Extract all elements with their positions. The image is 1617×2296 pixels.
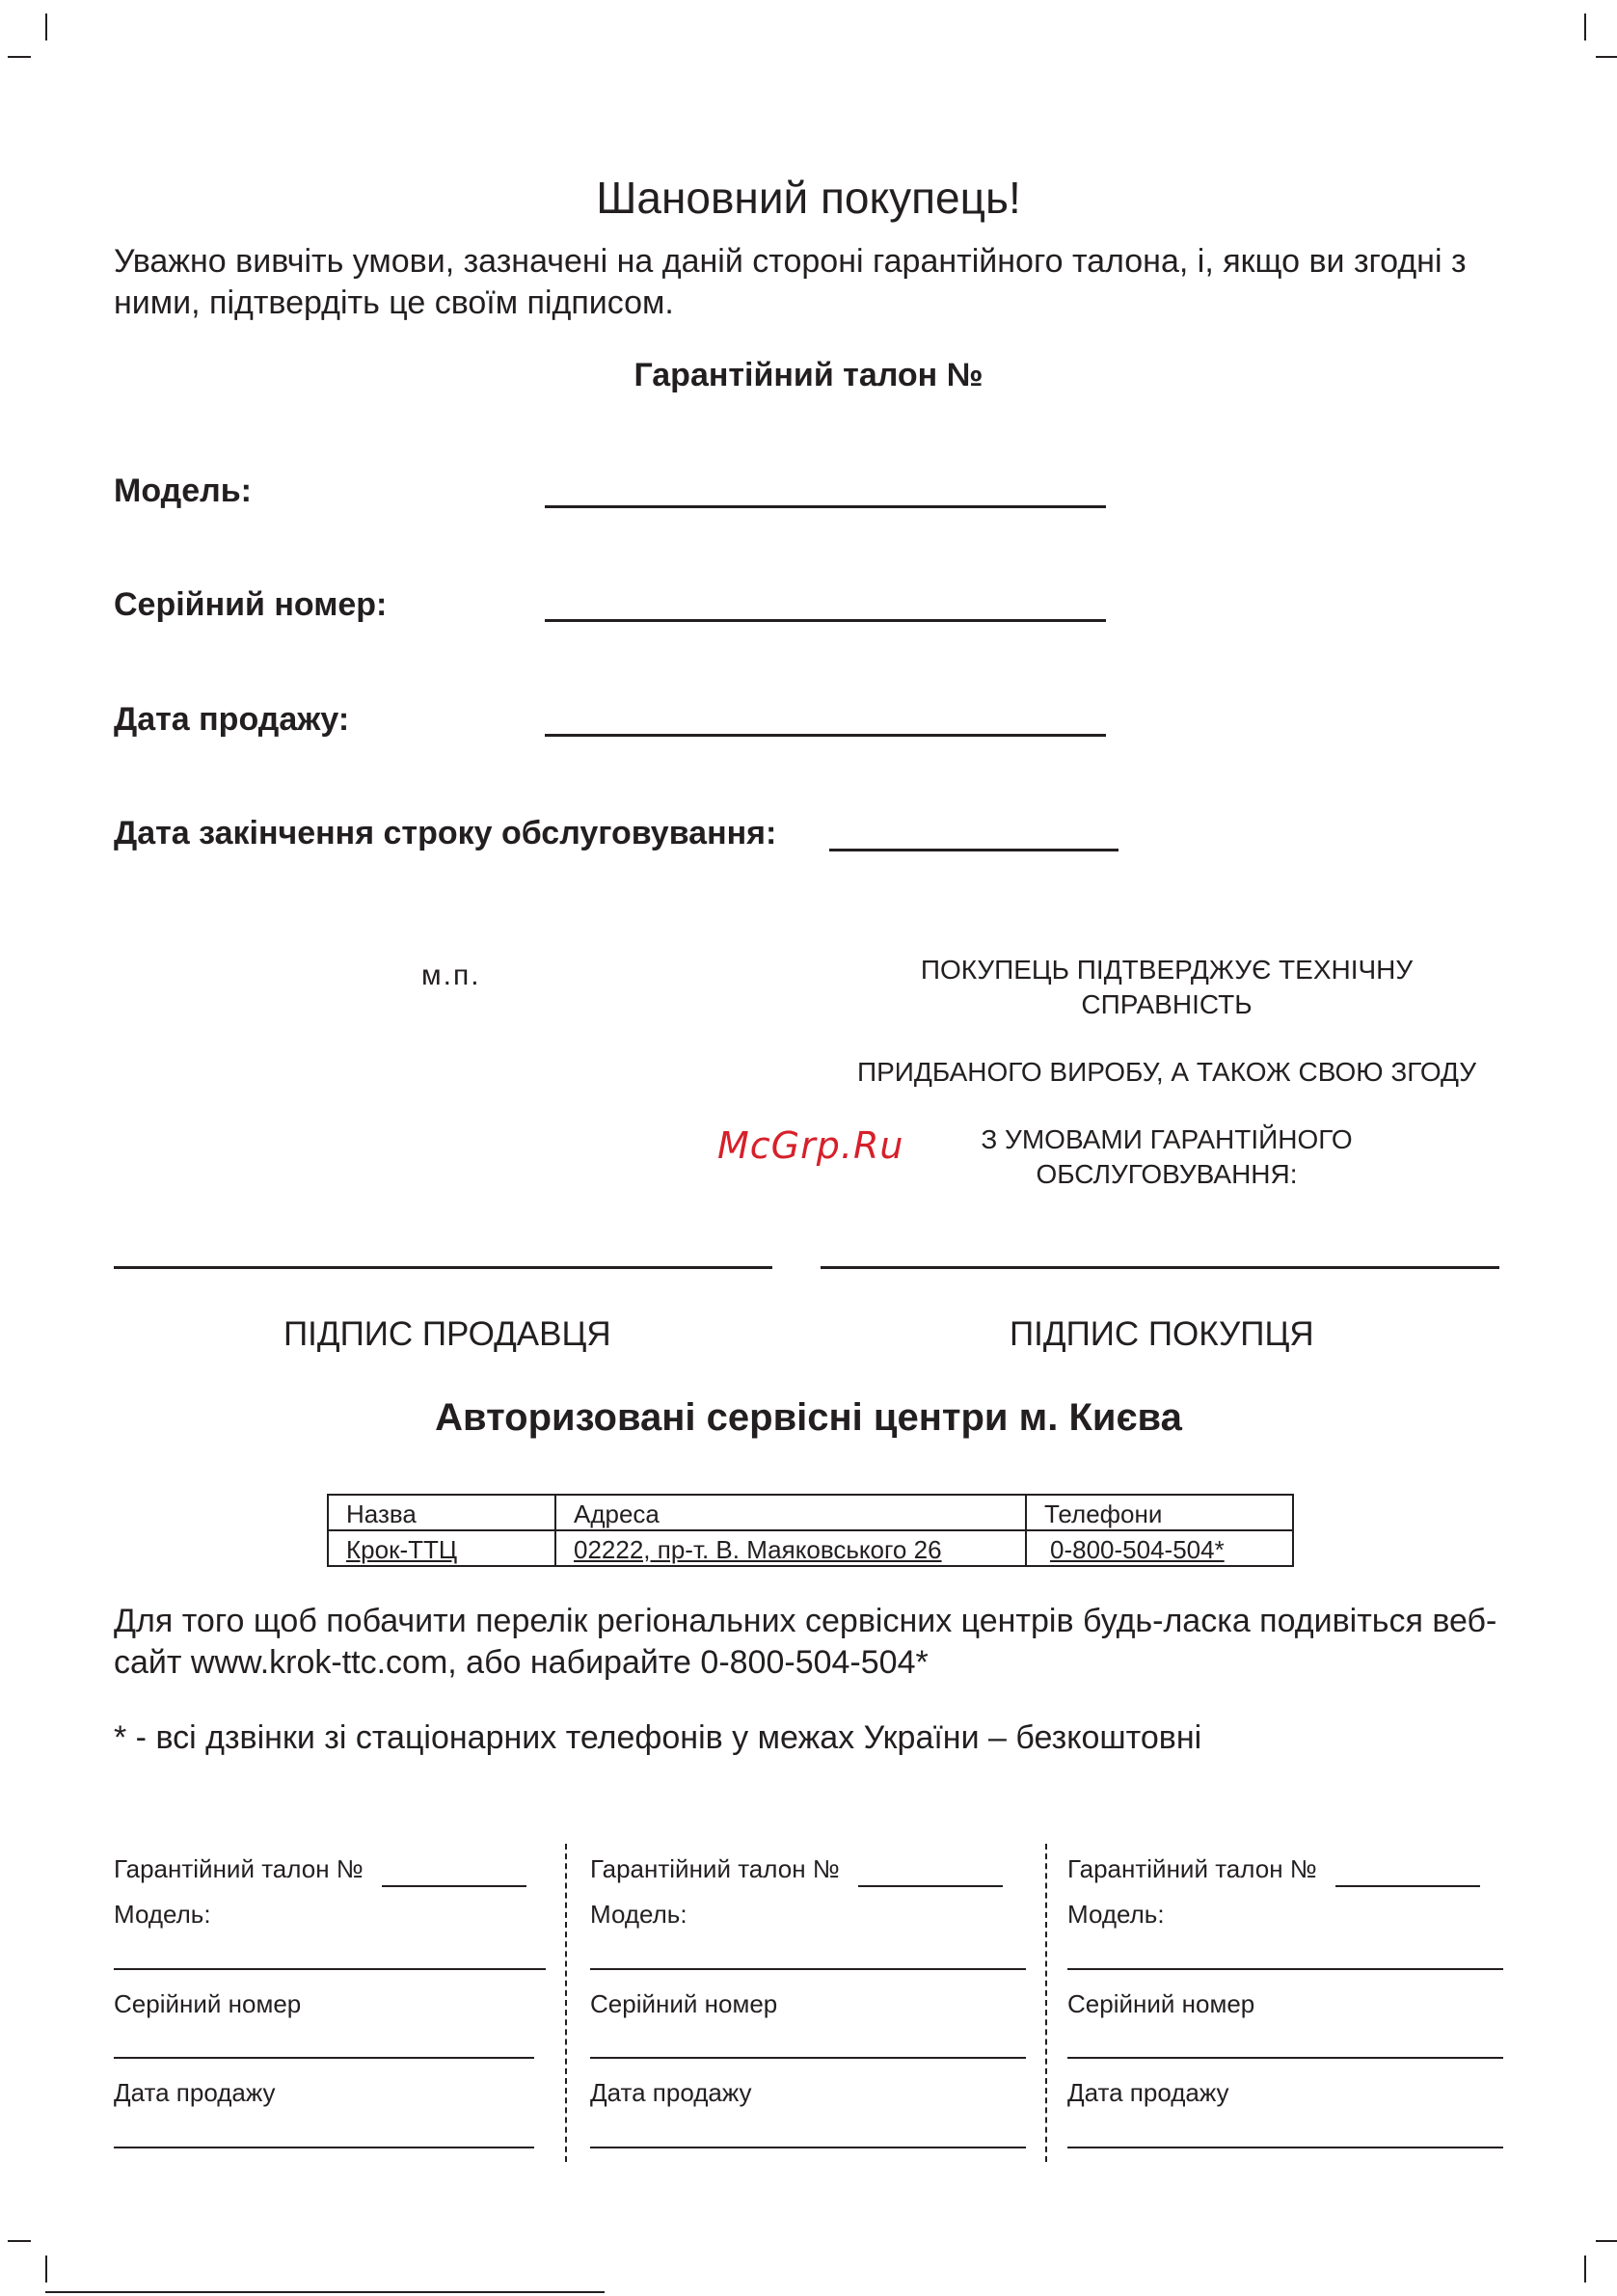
seller-signature-line[interactable] bbox=[114, 1266, 772, 1269]
cut-line bbox=[565, 1844, 567, 2162]
coupon-number-field[interactable] bbox=[858, 1885, 1003, 1887]
coupon-model-label: Модель: bbox=[114, 1900, 211, 1929]
service-end-date-field[interactable] bbox=[829, 849, 1118, 851]
center-name-link[interactable]: Крок-ТТЦ bbox=[328, 1530, 555, 1566]
regional-centers-note: Для того щоб побачити перелік регіональних сервісних центрів будь-ласка подивіться веб-сайт www.krok-ttc.com, або набирайте 0-800-504-504* bbox=[114, 1603, 1497, 1681]
coupon-model-label: Модель: bbox=[1067, 1900, 1165, 1929]
serial-number-field[interactable] bbox=[545, 619, 1106, 622]
buyer-signature-line[interactable] bbox=[821, 1266, 1499, 1269]
coupon-serial-field[interactable] bbox=[590, 2057, 1026, 2059]
confirmation-line: ПРИДБАНОГО ВИРОБУ, А ТАКОЖ СВОЮ ЗГОДУ bbox=[856, 1057, 1477, 1087]
serial-number-label: Серійний номер: bbox=[114, 586, 388, 623]
crop-mark bbox=[1584, 2255, 1586, 2282]
crop-mark bbox=[8, 56, 31, 58]
cut-line bbox=[1045, 1844, 1047, 2162]
coupon-date-label: Дата продажу bbox=[114, 2078, 276, 2107]
sale-date-field[interactable] bbox=[545, 734, 1106, 737]
coupon-date-field[interactable] bbox=[1067, 2147, 1503, 2148]
stamp-label: м.п. bbox=[421, 959, 481, 991]
model-label: Модель: bbox=[114, 473, 252, 509]
crop-mark bbox=[45, 14, 47, 41]
coupon bbox=[1067, 1847, 1511, 2165]
crop-mark bbox=[1596, 56, 1617, 58]
confirmation-line: З УМОВАМИ ГАРАНТІЙНОГО bbox=[981, 1124, 1353, 1154]
coupon-date-label: Дата продажу bbox=[590, 2078, 752, 2107]
bottom-rule bbox=[45, 2291, 605, 2293]
column-header: Адреса bbox=[555, 1495, 1026, 1530]
table-row bbox=[328, 1530, 1293, 1566]
confirmation-line: ПОКУПЕЦЬ ПІДТВЕРДЖУЄ ТЕХНІЧНУ bbox=[920, 955, 1414, 985]
coupon-serial-label: Серійний номер bbox=[590, 1989, 778, 2018]
column-header: Назва bbox=[328, 1495, 555, 1530]
center-phone-link[interactable]: 0-800-504-504* bbox=[1026, 1530, 1293, 1566]
confirmation-line: ОБСЛУГОВУВАННЯ: bbox=[1036, 1159, 1298, 1189]
intro-text: Уважно вивчіть умови, зазначені на даній стороні гарантійного талона, і, якщо ви згодні з ними, підтвердіть це своїм підписом. bbox=[114, 243, 1467, 321]
watermark-logo: McGrp.Ru bbox=[717, 1124, 904, 1167]
coupon-number-field[interactable] bbox=[1335, 1885, 1480, 1887]
warranty-card-heading: Гарантійний талон № bbox=[633, 357, 984, 393]
buyer-signature-label: ПІДПИС ПОКУПЦЯ bbox=[1010, 1315, 1314, 1353]
crop-mark bbox=[1584, 14, 1586, 41]
coupon-serial-field[interactable] bbox=[1067, 2057, 1503, 2059]
crop-mark bbox=[8, 2240, 31, 2242]
coupon-number-label: Гарантійний талон № bbox=[590, 1854, 840, 1883]
coupon-serial-field[interactable] bbox=[114, 2057, 534, 2059]
coupon-number-field[interactable] bbox=[382, 1885, 526, 1887]
sale-date-label: Дата продажу: bbox=[114, 701, 350, 738]
service-centers-table bbox=[327, 1494, 1294, 1567]
coupon-model-label: Модель: bbox=[590, 1900, 687, 1929]
service-centers-title: Авторизовані сервісні центри м. Києва bbox=[435, 1396, 1182, 1439]
coupon-date-label: Дата продажу bbox=[1067, 2078, 1229, 2107]
confirmation-line: СПРАВНІСТЬ bbox=[1081, 989, 1253, 1019]
footnote: * - всі дзвінки зі стаціонарних телефонів у межах України – безкоштовні bbox=[114, 1719, 1202, 1756]
table-header-row bbox=[328, 1495, 1293, 1530]
coupon-serial-label: Серійний номер bbox=[114, 1989, 302, 2018]
coupon-model-field[interactable] bbox=[114, 1968, 546, 1970]
service-end-date-label: Дата закінчення строку обслуговування: bbox=[114, 815, 777, 851]
seller-signature-label: ПІДПИС ПРОДАВЦЯ bbox=[283, 1315, 611, 1353]
coupon-number-label: Гарантійний талон № bbox=[1067, 1854, 1317, 1883]
center-address-link[interactable]: 02222, пр-т. В. Маяковського 26 bbox=[555, 1530, 1026, 1566]
crop-mark bbox=[45, 2255, 47, 2282]
coupon-date-field[interactable] bbox=[114, 2147, 534, 2148]
model-field[interactable] bbox=[545, 505, 1106, 508]
coupon-serial-label: Серійний номер bbox=[1067, 1989, 1255, 2018]
crop-mark bbox=[1596, 2240, 1617, 2242]
coupon-model-field[interactable] bbox=[590, 1968, 1026, 1970]
coupon bbox=[590, 1847, 1034, 2165]
coupon-date-field[interactable] bbox=[590, 2147, 1026, 2148]
coupon bbox=[114, 1847, 557, 2165]
page-title: Шановний покупець! bbox=[596, 173, 1021, 223]
coupon-number-label: Гарантійний талон № bbox=[114, 1854, 364, 1883]
column-header: Телефони bbox=[1026, 1495, 1293, 1530]
coupon-model-field[interactable] bbox=[1067, 1968, 1503, 1970]
